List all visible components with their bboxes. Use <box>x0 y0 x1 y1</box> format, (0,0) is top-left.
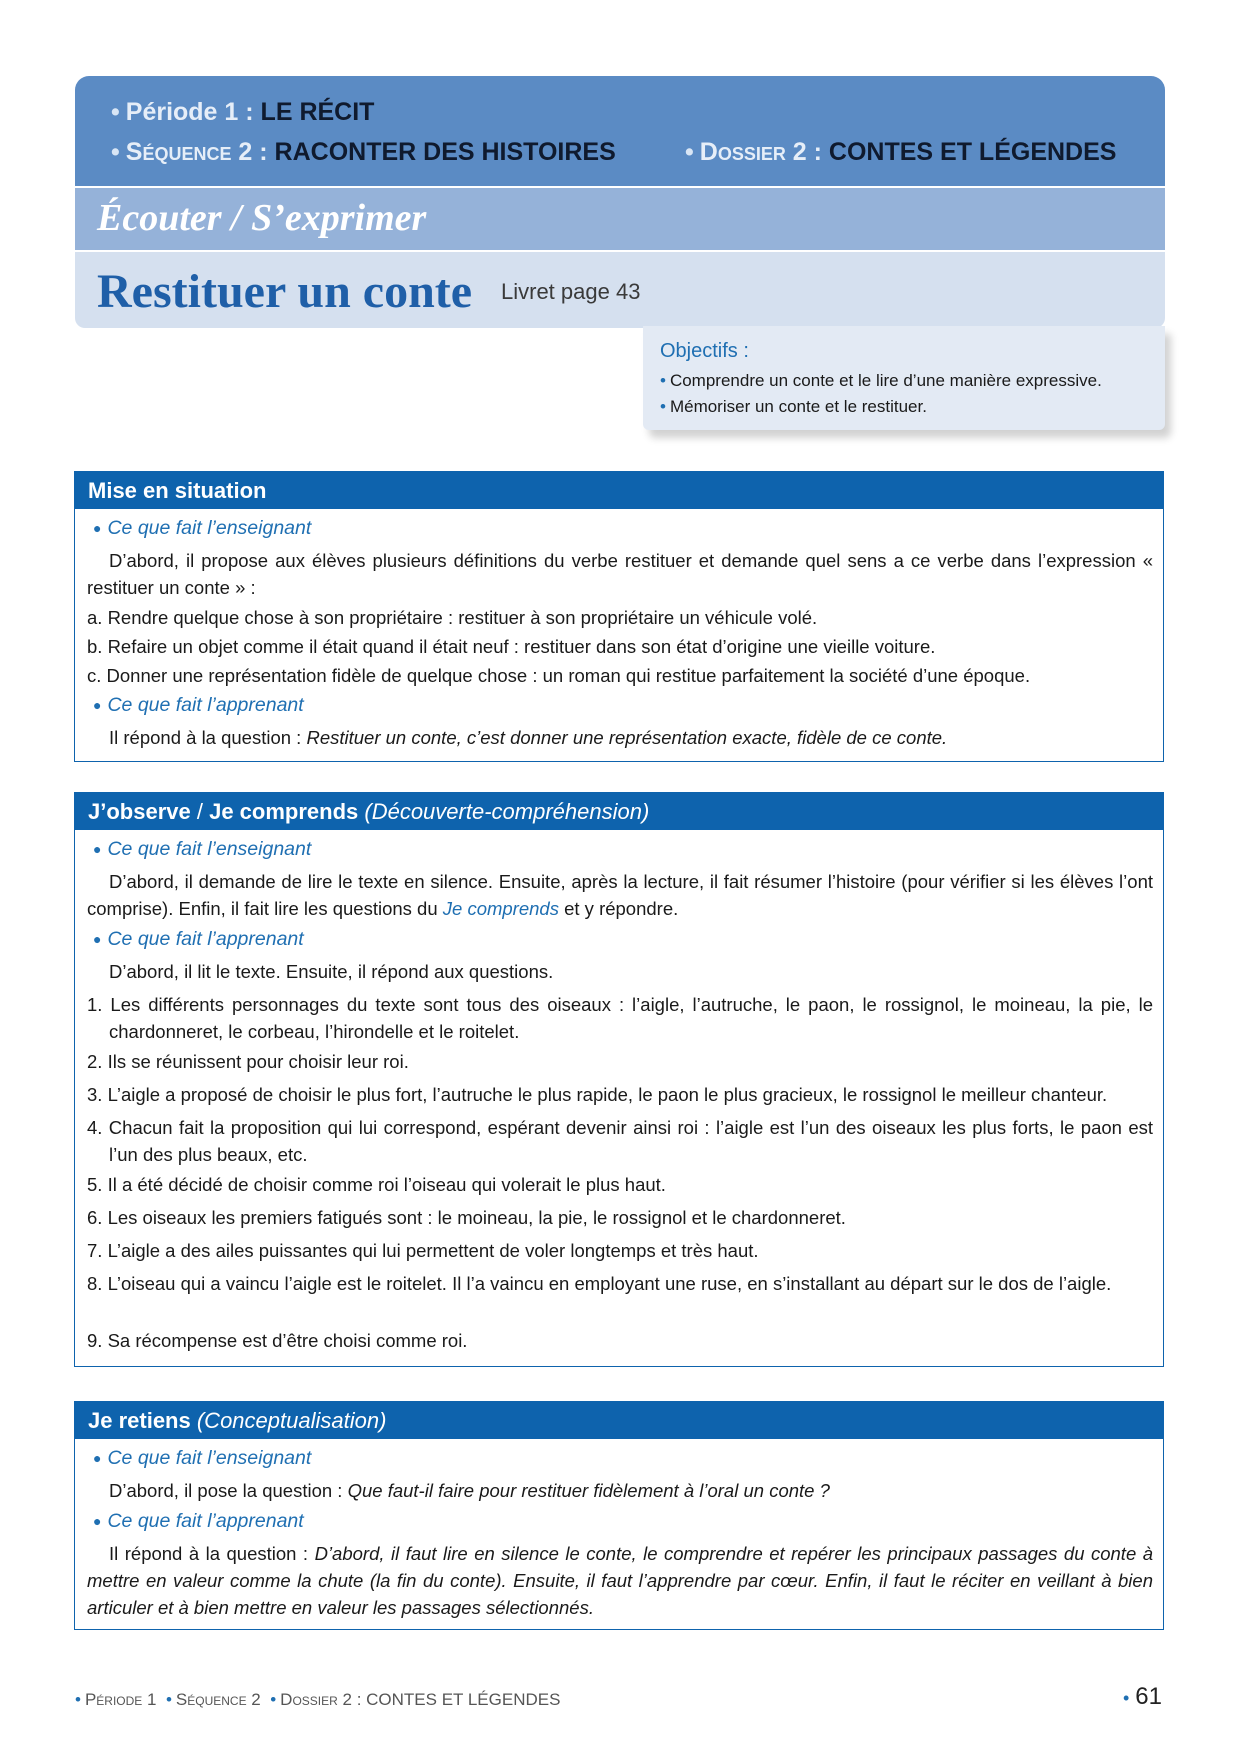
bullet-icon: • <box>75 1690 81 1709</box>
bullet-icon: • <box>111 98 120 126</box>
lesson-subtitle: Écouter / S’exprimer <box>97 197 427 239</box>
bullet-icon: • <box>660 371 666 390</box>
dossier-label: Dossier 2 : <box>699 138 822 166</box>
bullet-icon: • <box>270 1690 277 1709</box>
dossier-value: CONTES ET LÉGENDES <box>828 138 1117 166</box>
sequence-label: Séquence 2 : <box>125 138 268 166</box>
objectives-heading: Objectifs : <box>660 340 749 362</box>
section-j-observe <box>74 792 1164 1367</box>
objective-item: • Comprendre un conte et le lire d’une manière expressive. <box>660 371 1102 390</box>
section-heading: J’observe / Je comprends (Découverte-compréhension) <box>75 793 1163 830</box>
role-learner: ● Ce que fait l’apprenant <box>93 1510 304 1532</box>
learner-intro: D’abord, il lit le texte. Ensuite, il répond aux questions. <box>109 961 554 982</box>
je-comprends-link[interactable]: Je comprends <box>442 898 559 919</box>
teacher-text: D’abord, il propose aux élèves plusieurs définitions du verbe restituer et demande quel sens a ce verbe dans l’expression « restituer un conte » : <box>87 550 1153 598</box>
dossier-line <box>685 138 1116 167</box>
teacher-text: D’abord, il pose la question : Que faut-il faire pour restituer fidèlement à l’oral un conte ? <box>109 1480 830 1501</box>
periode-label: Période 1 : <box>125 98 254 126</box>
objectives-box <box>643 326 1165 430</box>
role-teacher: ● Ce que fait l’enseignant <box>93 517 312 539</box>
answer-item: 4. Chacun fait la proposition qui lui correspond, espérant devenir ainsi roi : l’aigle est l’un des oiseaux les plus forts, le paon est l’un des plus beaux, etc. <box>87 1117 1153 1165</box>
bullet-icon: • <box>660 397 666 416</box>
learner-text: Il répond à la question : D’abord, il faut lire en silence le conte, le comprendre et repérer les principaux passages du conte à mettre en valeur comme la chute (la fin du conte). Ensuite, il faut l’apprendre par cœur. Enfin, il faut le réciter en veillant à bien articuler et à bien mettre en valeur les passages sélectionnés. <box>87 1543 1154 1618</box>
bullet-icon: ● <box>93 520 102 536</box>
teacher-question: Que faut-il faire pour restituer fidèlement à l’oral un conte ? <box>347 1480 830 1501</box>
answer-item: 1. Les différents personnages du texte sont tous des oiseaux : l’aigle, l’autruche, le paon, le rossignol, le moineau, la pie, le chardonneret, le corbeau, l’hirondelle et le roitelet. <box>87 994 1153 1042</box>
sequence-line <box>111 138 616 167</box>
page-title: Restituer un conte <box>97 265 473 318</box>
teacher-text: D’abord, il demande de lire le texte en silence. Ensuite, après la lecture, il fait résumer l’histoire (pour vérifier si les élèves l’ont comprise). Enfin, il fait lire les questions du Je comprends et y répondre. <box>87 871 1153 919</box>
header-banner <box>75 76 1165 186</box>
answer-item: 8. L’oiseau qui a vaincu l’aigle est le roitelet. Il l’a vaincu en employant une ruse, en s’installant au départ sur le dos de l’aigle. <box>87 1273 1112 1294</box>
answer-item: 2. Ils se réunissent pour choisir leur roi. <box>87 1051 409 1072</box>
role-teacher: ● Ce que fait l’enseignant <box>93 838 312 860</box>
learner-text: Il répond à la question : Restituer un conte, c’est donner une représentation exacte, fidèle de ce conte. <box>109 727 948 748</box>
bullet-icon: ● <box>93 841 102 857</box>
bullet-icon: ● <box>93 931 102 947</box>
footer-dossier: Dossier 2 : CONTES ET LÉGENDES <box>280 1690 561 1709</box>
answer-item: 6. Les oiseaux les premiers fatigués sont : le moineau, la pie, le rossignol et le chardonneret. <box>87 1207 846 1228</box>
section-je-retiens <box>74 1401 1164 1630</box>
page-footer <box>75 1690 560 1710</box>
bullet-icon: • <box>685 138 694 166</box>
periode-line <box>111 98 374 127</box>
bullet-icon: ● <box>93 1450 102 1466</box>
page-number: • 61 <box>1122 1683 1162 1710</box>
page-reference: Livret page 43 <box>501 279 641 304</box>
answer-item: 7. L’aigle a des ailes puissantes qui lui permettent de voler longtemps et très haut. <box>87 1240 759 1261</box>
answer-item: 5. Il a été décidé de choisir comme roi l’oiseau qui volerait le plus haut. <box>87 1174 666 1195</box>
role-learner: ● Ce que fait l’apprenant <box>93 694 304 716</box>
sequence-value: RACONTER DES HISTOIRES <box>274 138 616 166</box>
lesson-header <box>75 76 1165 328</box>
bullet-icon: • <box>1122 1688 1130 1708</box>
bullet-icon: ● <box>93 697 102 713</box>
title-band <box>75 252 1165 328</box>
answer-item: 3. L’aigle a proposé de choisir le plus fort, l’autruche le plus rapide, le paon le plus gracieux, le rossignol le meilleur chanteur. <box>87 1084 1108 1105</box>
subtitle-band <box>75 186 1165 252</box>
list-item: b. Refaire un objet comme il était quand il était neuf : restituer dans son état d’origine une vieille voiture. <box>87 636 936 657</box>
bullet-icon: • <box>165 1690 172 1709</box>
footer-sequence: Séquence 2 <box>175 1690 261 1709</box>
section-body <box>75 509 1163 761</box>
section-heading: Mise en situation <box>75 472 1163 509</box>
section-mise-en-situation <box>74 471 1164 762</box>
list-item: c. Donner une représentation fidèle de quelque chose : un roman qui restitue parfaitement la société d’une époque. <box>87 665 1031 686</box>
footer-periode: Période 1 <box>84 1690 157 1709</box>
role-teacher: ● Ce que fait l’enseignant <box>93 1447 312 1469</box>
list-item: a. Rendre quelque chose à son propriétaire : restituer à son propriétaire un véhicule volé. <box>87 607 818 628</box>
role-learner: ● Ce que fait l’apprenant <box>93 928 304 950</box>
learner-answer: D’abord, il faut lire en silence le conte, le comprendre et repérer les principaux passages du conte à mettre en valeur comme la chute (la fin du conte). Ensuite, il faut l’apprendre par cœur. Enfin, il faut le réciter en veillant à bien articuler et à bien mettre en valeur les passages sélectionnés. <box>87 1543 1154 1618</box>
section-heading: Je retiens (Conceptualisation) <box>75 1402 1163 1439</box>
bullet-icon: ● <box>93 1513 102 1529</box>
answer-item: 9. Sa récompense est d’être choisi comme roi. <box>87 1330 468 1351</box>
objective-item: • Mémoriser un conte et le restituer. <box>660 397 927 416</box>
bullet-icon: • <box>111 138 120 166</box>
periode-value: LE RÉCIT <box>260 98 375 126</box>
learner-answer: Restituer un conte, c’est donner une représentation exacte, fidèle de ce conte. <box>306 727 948 748</box>
